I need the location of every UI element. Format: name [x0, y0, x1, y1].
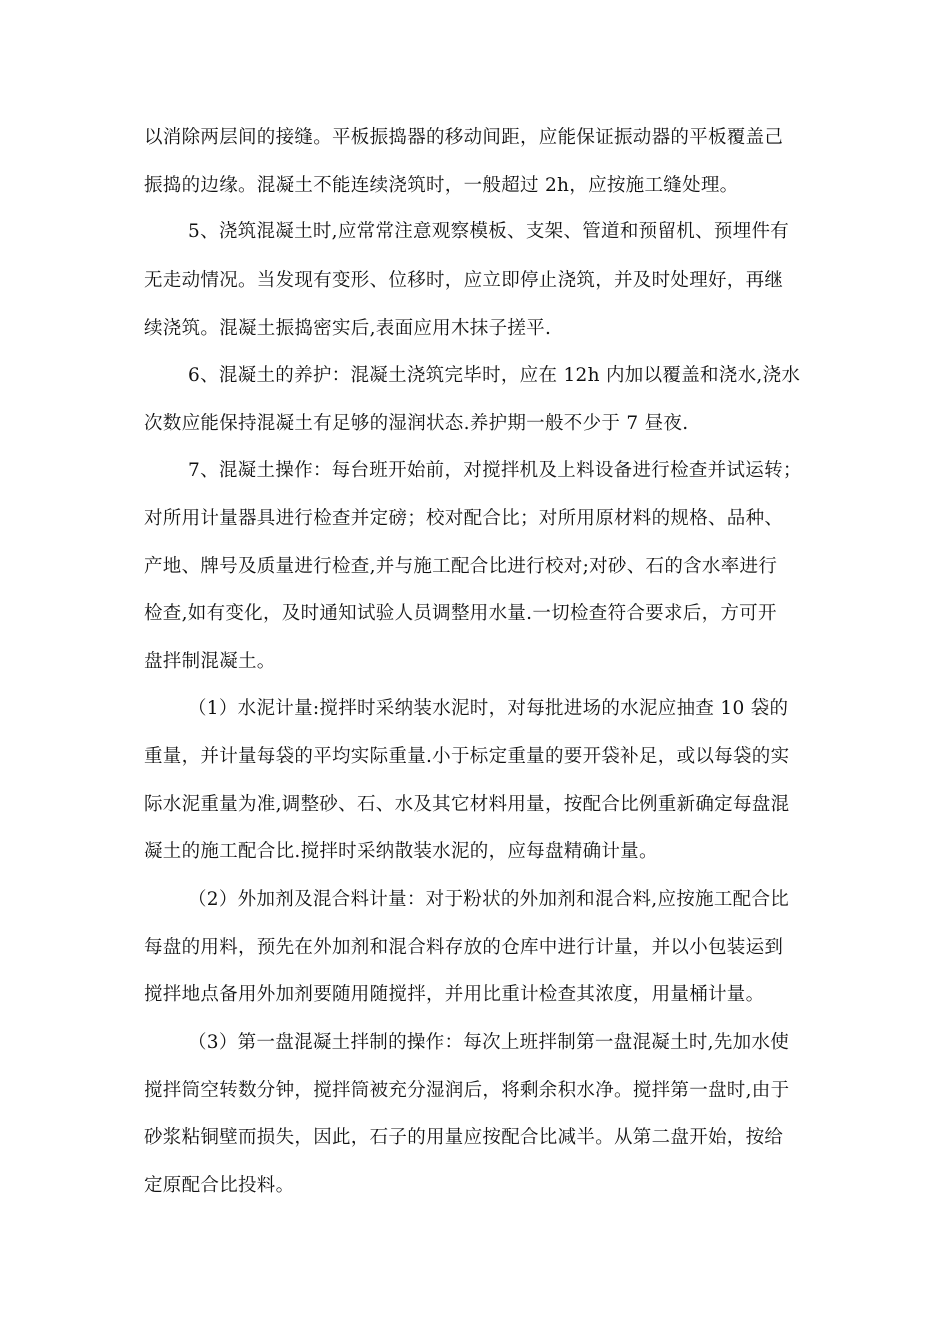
body-text-line: 搅拌筒空转数分钟，搅拌筒被充分湿润后，将剩余积水净。搅拌第一盘时,由于 — [144, 1080, 790, 1101]
body-text-line: 次数应能保持混凝土有足够的湿润状态.养护期一般不少于 7 昼夜. — [144, 413, 689, 434]
body-text-line: 振捣的边缘。混凝土不能连续浇筑时，一般超过 2h，应按施工缝处理。 — [144, 175, 739, 196]
body-text-line: 续浇筑。混凝土振捣密实后,表面应用木抹子搓平. — [144, 318, 552, 339]
item-2-start: （2）外加剂及混合料计量：对于粉状的外加剂和混合料,应按施工配合比 — [188, 889, 790, 910]
body-text-line: 搅拌地点备用外加剂要随用随搅拌，并用比重计检查其浓度，用量桶计量。 — [144, 984, 765, 1005]
body-text-line: 定原配合比投料。 — [144, 1175, 295, 1196]
body-text-line: 凝土的施工配合比.搅拌时采纳散装水泥的，应每盘精确计量。 — [144, 841, 658, 862]
item-1-start: （1）水泥计量:搅拌时采纳装水泥时，对每批进场的水泥应抽查 10 袋的 — [188, 698, 789, 719]
body-text-line: 以消除两层间的接缝。平板振捣器的移动间距，应能保证振动器的平板覆盖己 — [144, 127, 784, 148]
body-text-line: 对所用计量器具进行检查并定磅；校对配合比；对所用原材料的规格、品种、 — [144, 508, 784, 529]
body-text-line: 重量，并计量每袋的平均实际重量.小于标定重量的要开袋补足，或以每袋的实 — [144, 746, 790, 767]
paragraph-5-start: 5、浇筑混凝土时,应常常注意观察模板、支架、管道和预留机、预埋件有 — [188, 221, 790, 242]
paragraph-6-start: 6、混凝土的养护：混凝土浇筑完毕时，应在 12h 内加以覆盖和浇水,浇水 — [188, 365, 801, 386]
body-text-line: 每盘的用料，预先在外加剂和混合料存放的仓库中进行计量，并以小包装运到 — [144, 937, 784, 958]
body-text-line: 检查,如有变化，及时通知试验人员调整用水量.一切检查符合要求后，方可开 — [144, 603, 777, 624]
body-text-line: 产地、牌号及质量进行检查,并与施工配合比进行校对;对砂、石的含水率进行 — [144, 556, 778, 577]
body-text-line: 无走动情况。当发现有变形、位移时，应立即停止浇筑，并及时处理好，再继 — [144, 270, 784, 291]
body-text-line: 际水泥重量为准,调整砂、石、水及其它材料用量，按配合比例重新确定每盘混 — [144, 794, 790, 815]
body-text-line: 砂浆粘铜壁而损失，因此，石子的用量应按配合比减半。从第二盘开始，按给 — [144, 1127, 784, 1148]
paragraph-7-start: 7、混凝土操作：每台班开始前，对搅拌机及上料设备进行检查并试运转； — [188, 460, 802, 481]
item-3-start: （3）第一盘混凝土拌制的操作：每次上班拌制第一盘混凝土时,先加水使 — [188, 1032, 790, 1053]
body-text-line: 盘拌制混凝土。 — [144, 651, 276, 672]
